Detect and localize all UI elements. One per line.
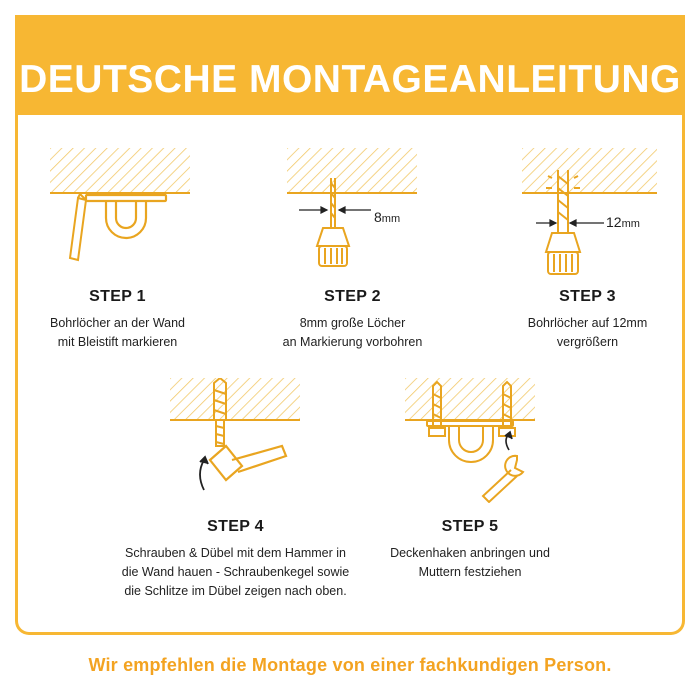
step-line: Deckenhaken anbringen und: [390, 546, 550, 560]
step-2: [265, 288, 440, 352]
step-line: mit Bleistift markieren: [57, 335, 178, 349]
step-description: [265, 314, 440, 352]
step-title: STEP 5: [441, 518, 499, 535]
pencil-icon: [70, 194, 86, 260]
step-title: STEP 2: [324, 288, 381, 305]
step-title: STEP 3: [559, 288, 616, 305]
step-line: die Schlitze im Dübel zeigen nach oben.: [124, 584, 347, 598]
step2-dimension-label: [374, 209, 400, 225]
step-line: an Markierung vorbohren: [282, 335, 423, 349]
dimension-unit: mm: [621, 218, 640, 230]
wrench-icon: [483, 456, 523, 502]
dimension-marker: [536, 220, 604, 226]
step-line: Muttern festziehen: [418, 565, 522, 579]
step-description: [375, 544, 565, 582]
step-1: [40, 288, 195, 352]
step-description: [510, 314, 665, 352]
dimension-value: 8: [374, 209, 382, 225]
step-3: [510, 288, 665, 352]
step-5: [375, 518, 565, 582]
step4-illustration: [170, 378, 300, 503]
rotation-arrow-icon: [200, 457, 208, 490]
step-description: [40, 314, 195, 352]
step-line: 8mm große Löcher: [299, 316, 406, 330]
step-description: [108, 544, 363, 601]
ceiling: [50, 148, 190, 193]
step-4: [108, 518, 363, 601]
step5-illustration: [405, 378, 535, 503]
footer-note: Wir empfehlen die Montage von einer fachkundigen Person.: [88, 655, 612, 675]
step-line: Schrauben & Dübel mit dem Hammer in: [125, 546, 346, 560]
step3-illustration: [522, 148, 657, 278]
rotation-arrow-icon: [505, 432, 512, 450]
step-title: STEP 1: [89, 288, 146, 305]
ceiling: [287, 148, 417, 193]
ceiling: [170, 378, 300, 420]
step-line: Bohrlöcher auf 12mm: [527, 316, 648, 330]
step3-dimension-label: [606, 214, 640, 230]
dimension-unit: mm: [381, 213, 401, 225]
ceiling-hook-icon: [86, 195, 166, 238]
step-line: die Wand hauen - Schraubenkegel sowie: [121, 565, 350, 579]
step-line: vergrößern: [556, 335, 619, 349]
page-title: DEUTSCHE MONTAGEANLEITUNG: [19, 58, 681, 101]
hammer-icon: [210, 446, 286, 480]
dimension-value: 12: [606, 214, 622, 230]
step-title: STEP 4: [207, 518, 264, 535]
ceiling: [522, 148, 657, 193]
step-line: Bohrlöcher an der Wand: [49, 316, 186, 330]
step1-illustration: [50, 148, 190, 273]
ceiling: [405, 378, 535, 420]
